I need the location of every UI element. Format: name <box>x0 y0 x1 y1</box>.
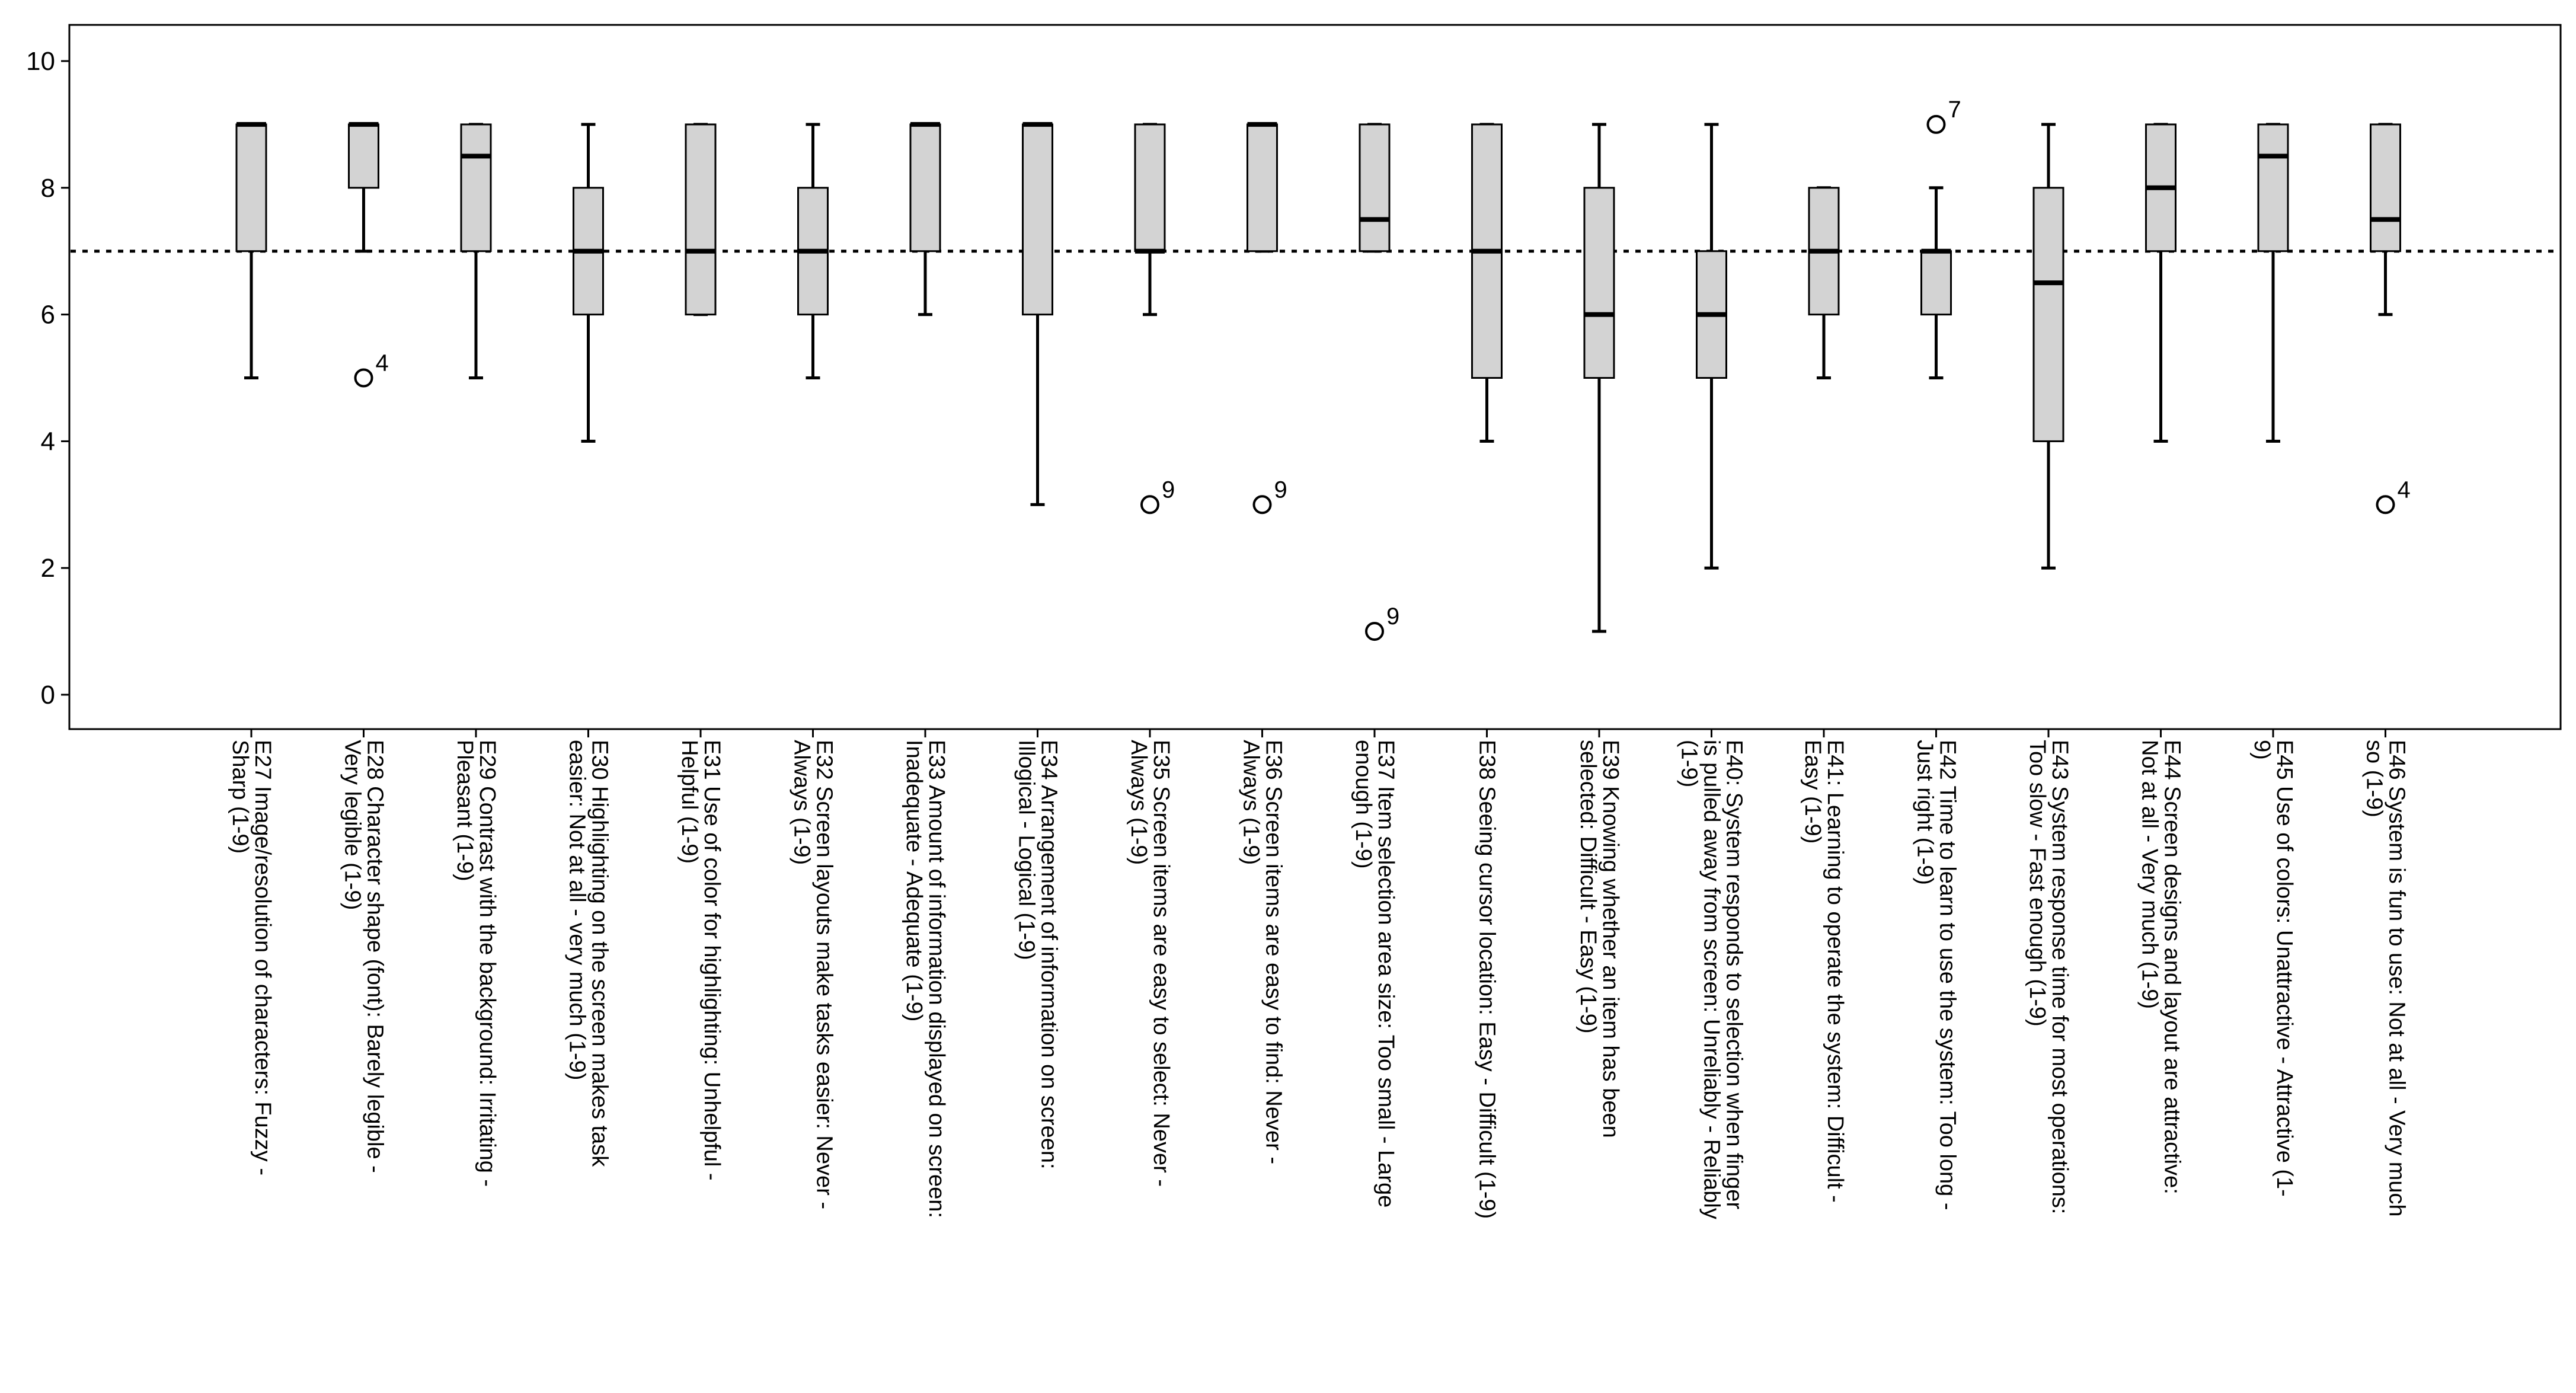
category-label-line: E34 Arrangement of information on screen: <box>1036 740 1062 1170</box>
category-label-line: Pleasant (1-9) <box>452 740 477 881</box>
category-label-line: E32 Screen layouts make tasks easier: Never - <box>811 740 837 1210</box>
category-label-line: so (1-9) <box>2361 740 2387 817</box>
outlier-label: 4 <box>2397 477 2411 503</box>
category-label-line: (1-9) <box>1676 740 1702 788</box>
category-label-line: E40: System responds to selection when finger <box>1721 740 1747 1210</box>
outlier-label: 7 <box>1948 96 1961 123</box>
category-label-line: E30 Highlighting on the screen makes task <box>587 740 612 1167</box>
category-label-line: Always (1-9) <box>1238 740 1264 865</box>
category-label-line: Very legible (1-9) <box>340 740 365 910</box>
category-label-line: E44 Screen designs and layout are attractive: <box>2159 740 2185 1194</box>
outlier-point <box>1366 623 1383 640</box>
y-tick-label-4: 4 <box>40 427 55 456</box>
y-tick-label-6: 6 <box>40 300 55 330</box>
category-label-line: E28 Character shape (font): Barely legible - <box>362 740 388 1173</box>
category-label-line: Sharp (1-9) <box>228 740 253 854</box>
category-label-12 <box>1475 740 1500 1219</box>
category-label-line: E39 Knowing whether an item has been <box>1598 740 1623 1138</box>
category-label-line: E45 Use of colors: Unattractive - Attractive (1- <box>2272 740 2297 1197</box>
iqr-box <box>349 124 379 188</box>
category-label-line: 9) <box>2249 740 2274 760</box>
category-label-line: E29 Contrast with the background: Irritating - <box>475 740 500 1187</box>
category-label-line: easier: Not at all - very much (1-9) <box>564 740 590 1081</box>
category-label-line: E38 Seeing cursor location: Easy - Difficult (1-9) <box>1474 740 1500 1219</box>
iqr-box <box>1360 124 1389 251</box>
category-label-line: E43 System response time for most operations: <box>2047 740 2072 1215</box>
category-label-line: E41: Learning to operate the system: Difficult - <box>1823 740 1848 1203</box>
y-tick-label-8: 8 <box>40 173 55 203</box>
category-label-line: Always (1-9) <box>1126 740 1151 865</box>
outlier-label: 9 <box>1162 477 1175 503</box>
iqr-box <box>236 124 266 251</box>
category-label-line: Always (1-9) <box>789 740 814 865</box>
outlier-point <box>1142 496 1158 513</box>
outlier-point <box>356 370 372 386</box>
category-label-line: E46 System is fun to use: Not at all - Very much <box>2384 740 2409 1217</box>
iqr-box <box>2371 124 2401 251</box>
outlier-label: 9 <box>1386 603 1400 630</box>
category-label-line: E37 Item selection area size: Too small - Large <box>1373 740 1398 1208</box>
y-tick-label-2: 2 <box>40 554 55 583</box>
outlier-point <box>1254 496 1271 513</box>
iqr-box <box>1922 251 1951 315</box>
iqr-box <box>686 124 715 315</box>
category-label-line: Too slow - Fast enough (1-9) <box>2025 740 2050 1027</box>
iqr-box <box>910 124 940 251</box>
category-label-line: Illogical - Logical (1-9) <box>1014 740 1039 960</box>
iqr-box <box>461 124 491 251</box>
category-label-line: E27 Image/resolution of characters: Fuzzy - <box>250 740 275 1175</box>
category-label-line: is pulled away from screen: Unreliably - Reliably <box>1699 740 1724 1219</box>
outlier-label: 9 <box>1274 477 1287 503</box>
iqr-box <box>2258 124 2288 251</box>
y-tick-label-10: 10 <box>26 47 55 76</box>
category-label-line: Easy (1-9) <box>1800 740 1825 844</box>
category-label-line: E31 Use of color for highlighting: Unhelpful - <box>699 740 724 1181</box>
category-label-line: E42 Time to learn to use the system: Too long - <box>1935 740 1960 1210</box>
iqr-box <box>1023 124 1053 315</box>
category-label-line: E36 Screen items are easy to find: Never - <box>1261 740 1286 1164</box>
category-label-line: Inadequate - Adequate (1-9) <box>902 740 926 1022</box>
category-label-line: E35 Screen items are easy to select: Never - <box>1149 740 1174 1187</box>
iqr-box <box>1135 124 1165 251</box>
iqr-box <box>1248 124 1277 251</box>
category-label-line: Helpful (1-9) <box>677 740 702 864</box>
outlier-label: 4 <box>375 350 389 376</box>
category-label-line: E33 Amount of information displayed on screen: <box>924 740 949 1218</box>
iqr-box <box>2034 188 2063 442</box>
outlier-point <box>1928 116 1945 133</box>
outlier-point <box>2377 496 2394 513</box>
category-label-line: selected: Difficult - Easy (1-9) <box>1575 740 1600 1034</box>
category-label-line: enough (1-9) <box>1351 740 1376 869</box>
y-tick-label-0: 0 <box>40 680 55 710</box>
category-label-line: Not at all - Very much (1-9) <box>2137 740 2162 1009</box>
iqr-box <box>1584 188 1614 378</box>
category-label-line: Just right (1-9) <box>1912 740 1938 885</box>
